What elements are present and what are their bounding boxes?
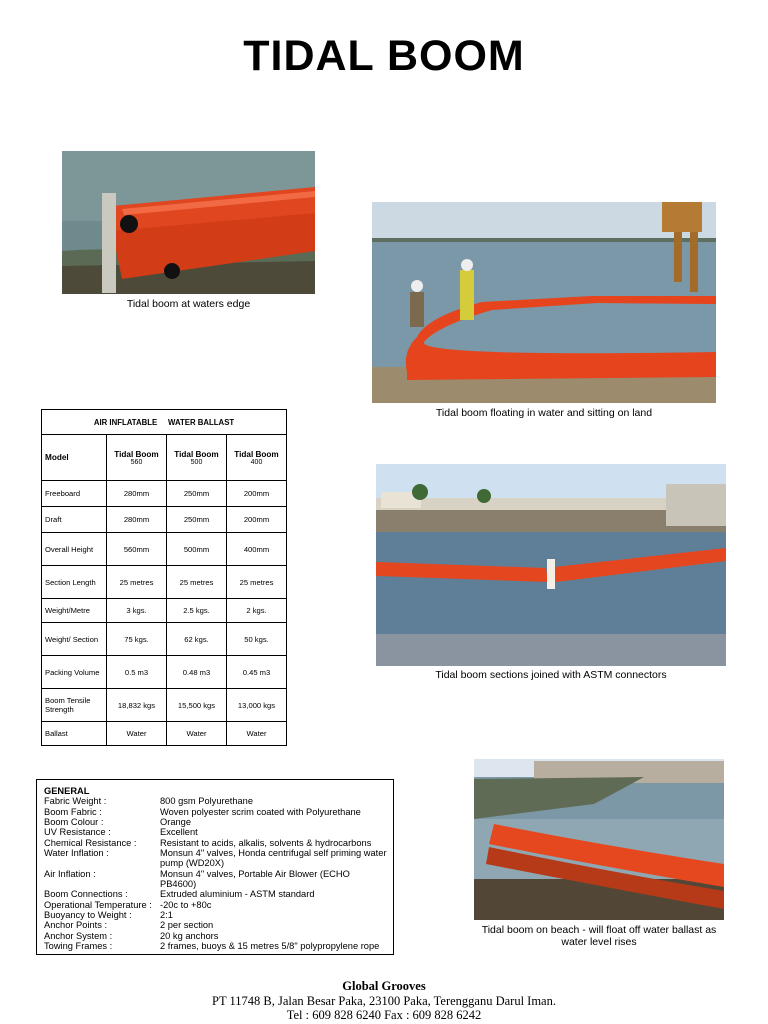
table-cell: 200mm: [227, 481, 287, 507]
table-cell: 280mm: [107, 507, 167, 533]
model-cell: Tidal Boom 400: [227, 435, 287, 481]
company-name: Global Grooves: [342, 979, 426, 993]
table-cell: 2 kgs.: [227, 599, 287, 623]
general-item-key: Water Inflation :: [44, 848, 109, 859]
table-header: AIR INFLATABLE WATER BALLAST: [42, 410, 287, 435]
footer: [0, 979, 768, 1023]
general-item-key: Boom Colour :: [44, 817, 104, 828]
general-item-key: Boom Connections :: [44, 889, 128, 900]
general-item: [44, 827, 393, 837]
table-cell: 18,832 kgs: [107, 689, 167, 722]
general-item-value: Orange: [160, 817, 192, 828]
general-item: [44, 869, 393, 890]
table-row: [42, 533, 287, 566]
table-row: [42, 566, 287, 599]
photo-caption: Tidal boom sections joined with ASTM connectors: [435, 669, 667, 681]
spec-table: [41, 409, 287, 746]
table-cell: 62 kgs.: [167, 623, 227, 656]
table-row: [42, 656, 287, 689]
table-cell: 0.5 m3: [107, 656, 167, 689]
table-header-row: [42, 410, 287, 435]
table-cell: 400mm: [227, 533, 287, 566]
general-item: [44, 817, 393, 827]
row-label: Draft: [42, 507, 107, 533]
model-cell: Tidal Boom 500: [167, 435, 227, 481]
general-item-value: Resistant to acids, alkalis, solvents & hydrocarbons: [160, 837, 372, 848]
table-row: [42, 689, 287, 722]
general-item-key: Boom Fabric :: [44, 806, 102, 817]
general-item-value: 2 frames, buoys & 15 metres 5/8" polypropylene rope: [160, 941, 380, 952]
table-cell: 50 kgs.: [227, 623, 287, 656]
table-cell: 13,000 kgs: [227, 689, 287, 722]
row-label: Weight/ Section: [42, 623, 107, 656]
photo-caption: Tidal boom on beach - will float off water ballast as water level rises: [481, 924, 717, 948]
row-label: Packing Volume: [42, 656, 107, 689]
company-contact: Tel : 609 828 6240 Fax : 609 828 6242: [286, 1008, 482, 1022]
photo-boom-floating: [372, 202, 716, 403]
table-cell: 25 metres: [107, 566, 167, 599]
row-label: Freeboard: [42, 481, 107, 507]
table-cell: 15,500 kgs: [167, 689, 227, 722]
table-row: [42, 599, 287, 623]
general-item-value: Monsun 4" valves, Portable Air Blower (ECHO PB4600): [160, 868, 350, 890]
table-cell: Water: [107, 722, 167, 746]
general-item-key: Towing Frames :: [44, 941, 113, 952]
table-cell: 75 kgs.: [107, 623, 167, 656]
general-item-key: Chemical Resistance :: [44, 837, 137, 848]
general-item: [44, 889, 393, 899]
general-item-key: Fabric Weight :: [44, 796, 107, 807]
table-cell: Water: [227, 722, 287, 746]
row-label: Weight/Metre: [42, 599, 107, 623]
general-item-value: Monsun 4" valves, Honda centrifugal self priming water pump (WD20X): [160, 848, 387, 869]
general-item-key: Buoyancy to Weight :: [44, 910, 132, 921]
general-item: [44, 941, 393, 951]
general-item: [44, 931, 393, 941]
general-item: [44, 807, 393, 817]
row-label: Section Length: [42, 566, 107, 599]
table-cell: Water: [167, 722, 227, 746]
general-item-value: 800 gsm Polyurethane: [160, 796, 254, 807]
row-label: Boom Tensile Strength: [42, 689, 107, 722]
photo-caption: Tidal boom at waters edge: [126, 298, 251, 310]
photo-boom-waters-edge: [62, 151, 315, 294]
photo-boom-on-beach: [474, 759, 724, 920]
row-label: Ballast: [42, 722, 107, 746]
general-item: [44, 838, 393, 848]
row-label: Overall Height: [42, 533, 107, 566]
table-row: [42, 507, 287, 533]
table-cell: 280mm: [107, 481, 167, 507]
page-title: TIDAL BOOM: [243, 32, 525, 80]
photo-boom-sections-joined: [376, 464, 726, 666]
general-heading: GENERAL: [44, 786, 90, 796]
general-item-key: Operational Temperature :: [44, 899, 152, 910]
photo-caption: Tidal boom floating in water and sitting on land: [435, 407, 653, 419]
table-cell: 3 kgs.: [107, 599, 167, 623]
general-item: [44, 796, 393, 806]
general-item: [44, 910, 393, 920]
general-item-value: 2:1: [160, 910, 173, 921]
general-specs-box: [36, 779, 394, 955]
model-label: Model: [42, 435, 107, 481]
general-item: [44, 848, 393, 869]
table-row: [42, 722, 287, 746]
general-item-value: Excellent: [160, 827, 198, 838]
model-cell: Tidal Boom 560: [107, 435, 167, 481]
table-cell: 0.45 m3: [227, 656, 287, 689]
general-item-value: Extruded aluminium - ASTM standard: [160, 889, 315, 900]
general-item-value: Woven polyester scrim coated with Polyurethane: [160, 806, 361, 817]
table-cell: 0.48 m3: [167, 656, 227, 689]
general-item-value: 2 per section: [160, 920, 214, 931]
table-cell: 2.5 kgs.: [167, 599, 227, 623]
company-address: PT 11748 B, Jalan Besar Paka, 23100 Paka, Terengganu Darul Iman.: [212, 993, 556, 1008]
table-cell: 500mm: [167, 533, 227, 566]
general-item-value: -20c to +80c: [160, 899, 212, 910]
general-item-key: Anchor System :: [44, 930, 113, 941]
general-item-key: Anchor Points :: [44, 920, 108, 931]
table-cell: 25 metres: [227, 566, 287, 599]
general-item-value: 20 kg anchors: [160, 930, 219, 941]
table-cell: 250mm: [167, 481, 227, 507]
table-cell: 560mm: [107, 533, 167, 566]
general-list: [44, 796, 393, 951]
table-cell: 25 metres: [167, 566, 227, 599]
table-row: [42, 435, 287, 481]
table-row: [42, 481, 287, 507]
general-item: [44, 920, 393, 930]
table-cell: 250mm: [167, 507, 227, 533]
general-item: [44, 900, 393, 910]
general-item-key: UV Resistance :: [44, 827, 111, 838]
table-row: [42, 623, 287, 656]
table-cell: 200mm: [227, 507, 287, 533]
general-item-key: Air Inflation :: [44, 868, 96, 879]
